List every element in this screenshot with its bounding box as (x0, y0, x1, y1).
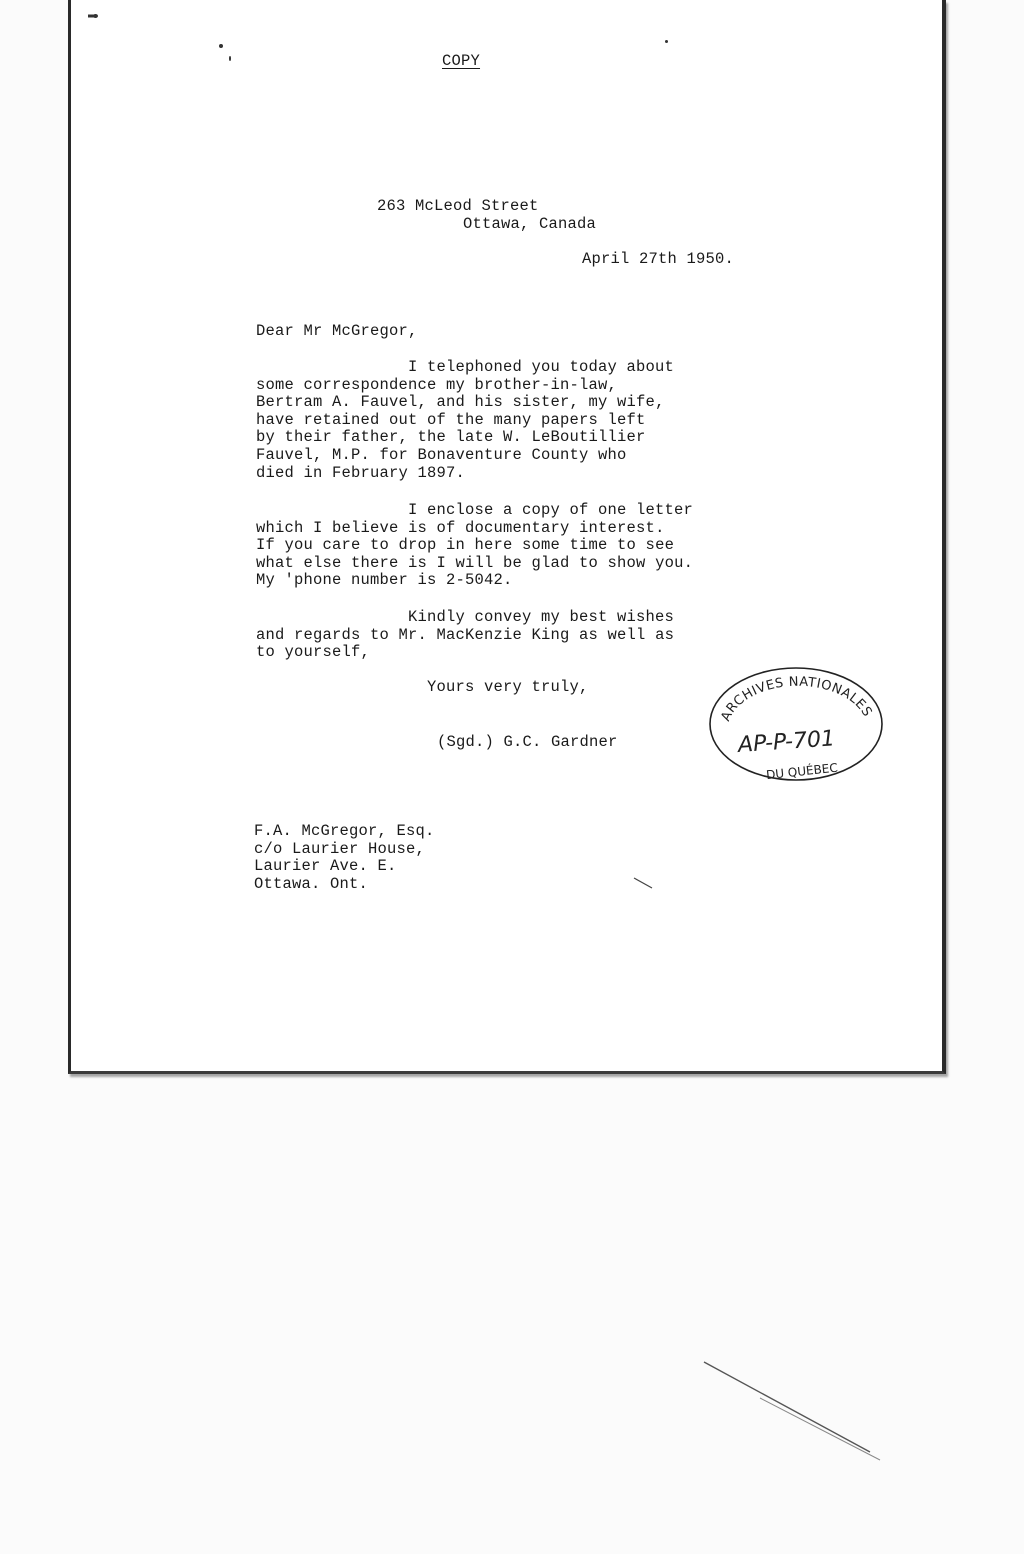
paragraph-line: Fauvel, M.P. for Bonaventure County who (256, 445, 627, 464)
paragraph-line: and regards to Mr. MacKenzie King as well as (256, 625, 675, 644)
recipient-line: Laurier Ave. E. (254, 857, 397, 876)
scan-speck (634, 878, 652, 888)
letter-date: April 27th 1950. (582, 250, 735, 268)
address-city: Ottawa, Canada (463, 214, 597, 233)
paragraph-line: I telephoned you today about (408, 358, 675, 376)
signature: (Sgd.) G.C. Gardner (437, 733, 618, 751)
paragraph-line: by their father, the late W. LeBoutillier (256, 428, 646, 447)
paragraph-line: If you care to drop in here some time to see (256, 536, 675, 555)
recipient-line: c/o Laurier House, (254, 839, 426, 858)
stamp-top-text: ARCHIVES NATIONALES (718, 674, 875, 724)
paragraph-line: some correspondence my brother-in-law, (256, 375, 618, 394)
paragraph-line: Bertram A. Fauvel, and his sister, my wife, (256, 393, 665, 412)
closing: Yours very truly, (427, 678, 589, 696)
recipient-line: F.A. McGregor, Esq. (254, 822, 435, 840)
paragraph-line: have retained out of the many papers left (256, 410, 646, 429)
paragraph-line: I enclose a copy of one letter (408, 501, 694, 519)
paragraph-line: what else there is I will be glad to show you. (256, 553, 694, 572)
stamp-code: AP-P-701 (737, 726, 836, 759)
paragraph-line: My 'phone number is 2-5042. (256, 571, 513, 590)
copy-heading: COPY (442, 52, 481, 70)
scan-streak (760, 1398, 880, 1460)
scan-streak (704, 1362, 870, 1452)
stamp-bottom-text: DU QUÉBEC (765, 760, 839, 783)
paragraph-line: to yourself, (256, 643, 371, 662)
recipient-line: Ottawa. Ont. (254, 874, 369, 893)
salutation: Dear Mr McGregor, (256, 322, 418, 340)
address-street: 263 McLeod Street (377, 197, 539, 215)
paragraph-line: Kindly convey my best wishes (408, 608, 675, 626)
paragraph-line: which I believe is of documentary interest. (256, 518, 665, 537)
paragraph-line: died in February 1897. (256, 463, 466, 482)
